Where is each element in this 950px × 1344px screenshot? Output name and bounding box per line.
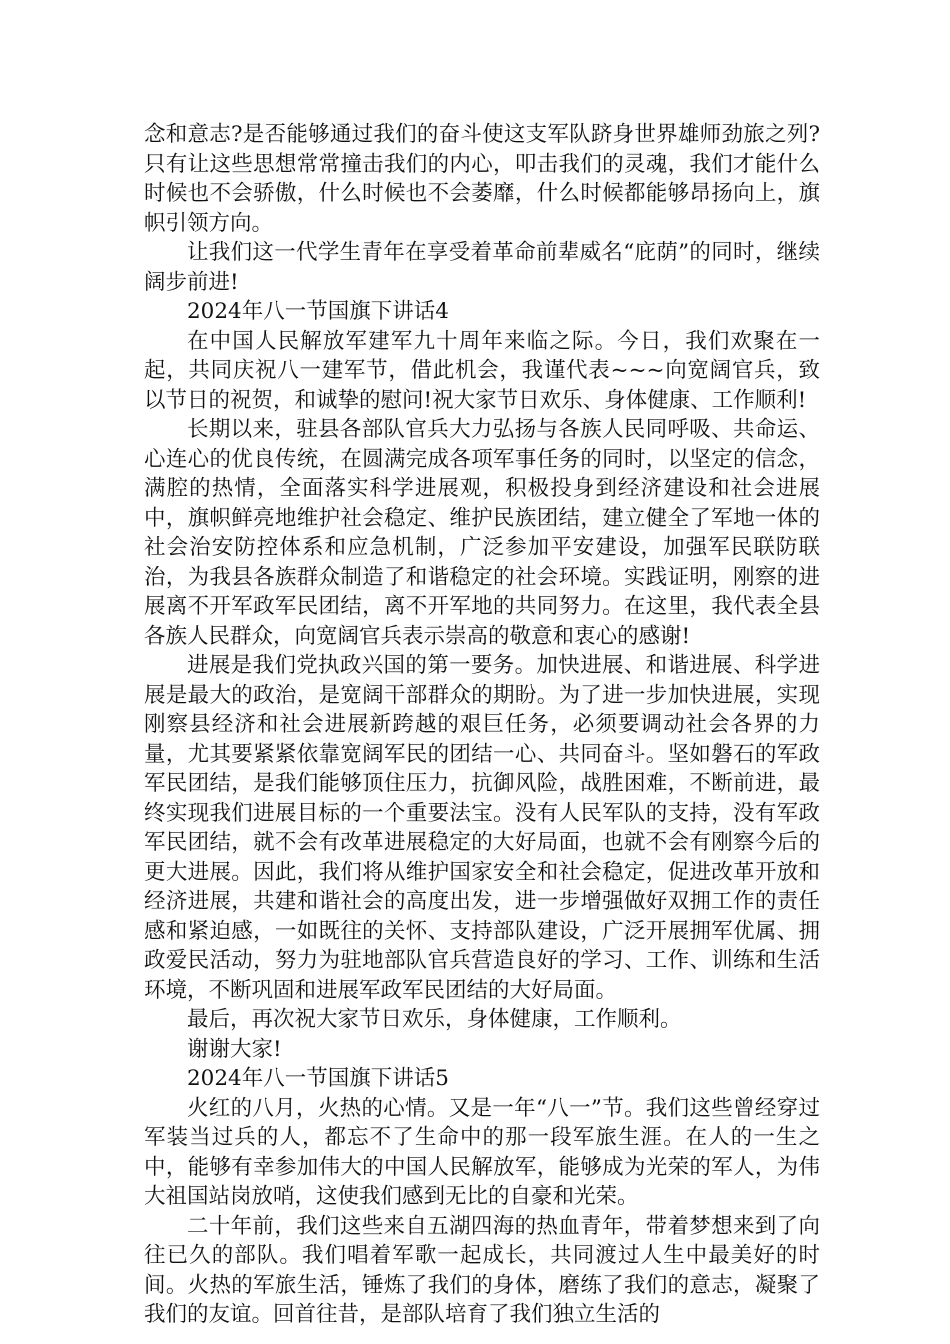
paragraph-speech-4-development: 进展是我们党执政兴国的第一要务。加快进展、和谐进展、科学进展是最大的政治，是宽阔干部群众的期盼。为了进一步加快进展，实现刚察县经济和社会进展新跨越的艰巨任务，必须要调动社会各界的力量，尤其要紧紧依靠宽阔军民的团结一心、共同奋斗。坚如磐石的军政军民团结，是我们能够顶住压力，抗御风险，战胜困难，不断前进，最终实现我们进展目标的一个重要法宝。没有人民军队的支持，没有军政军民团结，就不会有改革进展稳定的大好局面，也就不会有刚察今后的更大进展。因此，我们将从维护国家安全和社会稳定，促进改革开放和经济进展，共建和谐社会的高度出发，进一步增强做好双拥工作的责任感和紧迫感，一如既往的关怀、支持部队建设，广泛开展拥军优属、拥政爱民活动，努力为驻地部队官兵营造良好的学习、工作、训练和生活环境，不断巩固和进展军政军民团结的大好局面。 [144,653,820,1003]
paragraph-speech-4-thanks: 谢谢大家! [187,1036,282,1062]
paragraph-speech-4-final-wish: 最后，再次祝大家节日欢乐，身体健康，工作顺利。 [187,1007,682,1032]
paragraph-closing-call: 让我们这一代学生青年在享受着革命前辈威名“庇荫”的同时，继续阔步前进! [144,240,820,295]
section-heading-speech-4: 2024年八一节国旗下讲话4 [187,299,449,324]
paragraph-continuation: 念和意志?是否能够通过我们的奋斗使这支军队跻身世界雄师劲旅之列?只有让这些思想常常撞击我们的内心，叩击我们的灵魂，我们才能什么时候也不会骄傲，什么时候也不会萎靡，什么时候都能够昂扬向上，旗帜引领方向。 [144,122,820,236]
paragraph-speech-4-opening: 在中国人民解放军建军九十周年来临之际。今日，我们欢聚在一起，共同庆祝八一建军节，借此机会，我谨代表~~~向宽阔官兵，致以节日的祝贺，和诚挚的慰问!祝大家节日欢乐、身体健康、工作顺利! [144,328,820,413]
paragraph-speech-4-tradition: 长期以来，驻县各部队官兵大力弘扬与各族人民同呼吸、共命运、心连心的优良传统，在圆满完成各项军事任务的同时，以坚定的信念，满腔的热情，全面落实科学进展观，积极投身到经济建设和社会进展中，旗帜鲜亮地维护社会稳定、维护民族团结，建立健全了军地一体的社会治安防控体系和应急机制，广泛参加平安建设，加强军民联防联治，为我县各族群众制造了和谐稳定的社会环境。实践证明，刚察的进展离不开军政军民团结，离不开军地的共同努力。在这里，我代表全县各族人民群众，向宽阔官兵表示崇高的敬意和衷心的感谢! [144,417,820,649]
document-page [144,120,820,1330]
paragraph-speech-5-memories: 二十年前，我们这些来自五湖四海的热血青年，带着梦想来到了向往已久的部队。我们唱着军歌一起成长，共同渡过人生中最美好的时间。火热的军旅生活，锤炼了我们的身体，磨练了我们的意志，凝聚了我们的友谊。回首往昔，是部队培育了我们独立生活的 [144,1213,820,1327]
paragraph-speech-5-opening: 火红的八月，火热的心情。又是一年“八一”节。我们这些曾经穿过军装当过兵的人，都忘不了生命中的那一段军旅生涯。在人的一生之中，能够有幸参加伟大的中国人民解放军，能够成为光荣的军人，为伟大祖国站岗放哨，这使我们感到无比的自豪和光荣。 [144,1095,820,1209]
section-heading-speech-5: 2024年八一节国旗下讲话5 [187,1066,449,1091]
